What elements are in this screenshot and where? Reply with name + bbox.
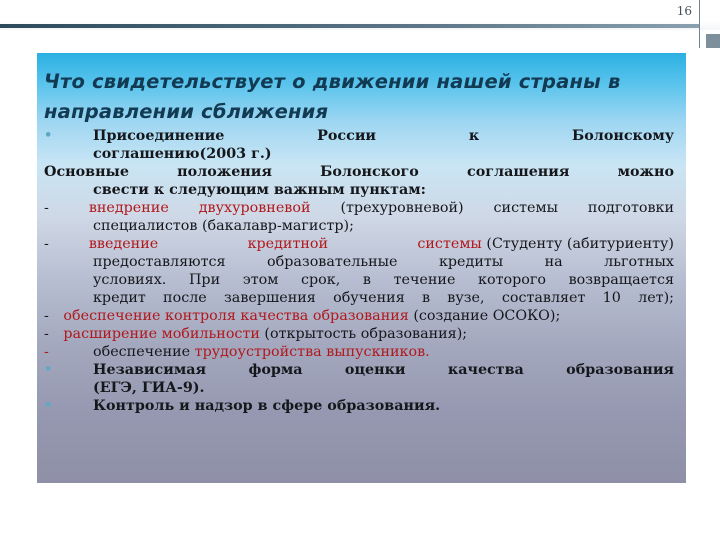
list-item-text: Независимая форма оценки качества образования	[93, 362, 674, 378]
bullet-icon: •	[44, 362, 53, 377]
dash-marker: -	[44, 308, 49, 324]
item-text: кредит после завершения обучения в вузе, составляет 10 лет);	[93, 290, 674, 306]
bullet-icon: •	[44, 128, 53, 143]
top-rule	[0, 24, 700, 28]
emphasis-text: трудоустройства выпускников.	[194, 344, 430, 360]
list-item	[44, 325, 674, 343]
bullet-icon: •	[44, 398, 53, 413]
item-text: (трехуровневой) системы подготовки	[310, 200, 674, 216]
list-item	[44, 235, 674, 307]
item-text: условиях. При этом срок, в течение которого возвращается	[93, 272, 674, 288]
emphasis-text: введение кредитной системы	[88, 236, 482, 252]
word: России	[317, 128, 377, 144]
emphasis-text: расширение мобильности	[63, 326, 260, 342]
corner-square	[706, 34, 720, 48]
list-item	[44, 199, 674, 235]
word: Присоединение	[93, 128, 225, 144]
list-item	[44, 343, 674, 361]
emphasis-text: внедрение двухуровневой	[88, 200, 311, 216]
item-text: обеспечение	[93, 344, 195, 360]
dash-marker: -	[44, 200, 49, 216]
dash-marker: -	[44, 236, 49, 252]
corner-rule	[699, 0, 700, 48]
item-text: специалистов (бакалавр-магистр);	[93, 218, 354, 234]
slide-title: Что свидетельствует о движении нашей страны в направлении сближения	[44, 70, 621, 123]
word: к	[468, 128, 480, 144]
word: Болонскому	[572, 128, 674, 144]
item-text: (открытость образования);	[259, 326, 468, 342]
list-item-text: (ЕГЭ, ГИА-9).	[93, 380, 205, 396]
item-text: (создание ОСОКО);	[408, 308, 561, 324]
item-text: (Студенту (абитуриенту)	[481, 236, 674, 252]
dash-marker: -	[44, 326, 49, 342]
section-heading: Основные положения Болонского соглашения можно свести к следующим важным пунктам:	[44, 164, 674, 198]
emphasis-text: обеспечение контроля качества образования	[63, 308, 409, 324]
list-item	[44, 307, 674, 325]
list-item	[44, 397, 674, 415]
list-item	[44, 127, 674, 163]
dash-marker: -	[44, 344, 49, 360]
list-item	[44, 361, 674, 397]
list-item-text: соглашению(2003 г.)	[93, 146, 272, 162]
item-text: предоставляются образовательные кредиты на льготных	[93, 254, 674, 270]
list-item-text: Контроль и надзор в сфере образования.	[93, 398, 441, 414]
slide-body	[44, 127, 674, 415]
page-number: 16	[676, 4, 692, 18]
